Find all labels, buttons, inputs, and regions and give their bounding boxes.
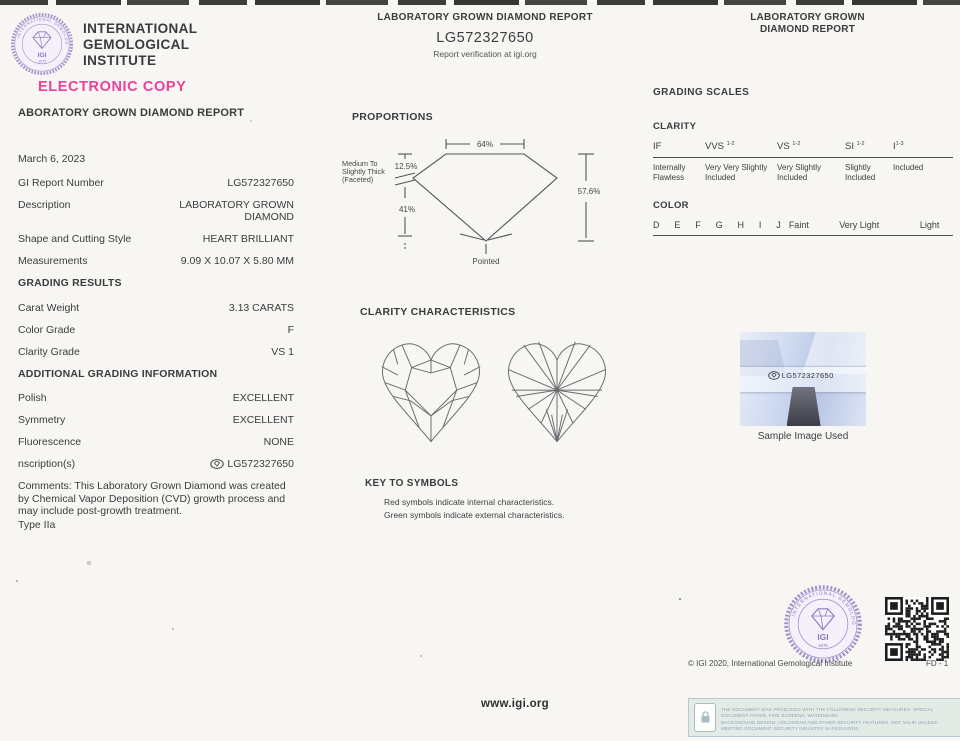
sample-image-shadow <box>787 387 821 426</box>
girdle-note-1: Medium To <box>342 159 378 168</box>
report-title-right: LABORATORY GROWN DIAMOND REPORT <box>750 12 865 35</box>
clarity-grade-codes: IF VVS $^{1-2}$ VS $^{1-2}$ SI $^{1-2}$ $I^{1-3}$ <box>653 141 904 153</box>
girdle-note-2: Slightly Thick <box>342 167 385 176</box>
scan-noise <box>0 0 2 2</box>
section-clarity-characteristics: CLARITY CHARACTERISTICS <box>360 306 516 318</box>
report-date: March 6, 2023 <box>18 153 86 165</box>
igi-inscription-icon <box>768 371 780 380</box>
color-scale-rule <box>653 235 953 236</box>
additional-row: Symmetry EXCELLENT <box>18 414 294 426</box>
clarity-scale-rule <box>653 157 953 158</box>
inscription-row: nscription(s) LG572327650 <box>18 458 294 470</box>
website-url: www.igi.org <box>480 698 550 710</box>
girdle-note-3: (Faceted) <box>342 175 374 184</box>
comments-text: Comments: This Laboratory Grown Diamond was created by Chemical Vapor Deposition (CVD) growth process and may include post-growth treatment. <box>18 480 286 517</box>
color-scale-title: COLOR <box>653 200 689 211</box>
detail-row: Description LABORATORY GROWN DIAMOND <box>18 198 294 223</box>
section-proportions: PROPORTIONS <box>352 111 433 123</box>
section-grading-scales: GRADING SCALES <box>653 87 750 98</box>
org-name: INTERNATIONAL GEMOLOGICAL INSTITUTE <box>83 21 198 68</box>
key-internal-line: Red symbols indicate internal characteristics. <box>384 497 555 507</box>
culet-label: Pointed <box>472 257 500 266</box>
heart-pavilion-diagram <box>498 334 616 458</box>
section-additional-grading: ADDITIONAL GRADING INFORMATION <box>18 367 218 380</box>
comments-block <box>18 480 294 531</box>
igi-certification-seal <box>783 584 863 664</box>
clarity-plot-diagrams <box>372 334 616 458</box>
electronic-copy-label: ELECTRONIC COPY <box>38 79 187 95</box>
igi-logo-seal <box>10 12 74 76</box>
sample-image-caption: Sample Image Used <box>757 431 849 442</box>
color-scale-row: D E F G H I J Faint Very Light Light <box>653 220 940 230</box>
report-title-left: ABORATORY GROWN DIAMOND REPORT <box>18 107 245 119</box>
key-to-symbols-text <box>384 496 564 521</box>
igi-inscription-icon <box>210 459 224 469</box>
additional-row: Fluorescence NONE <box>18 436 294 448</box>
table-pct-label: 64% <box>476 140 494 149</box>
report-header-center <box>350 12 620 59</box>
form-code: FD - 1 <box>926 659 949 668</box>
report-number: LG572327650 <box>436 30 534 46</box>
grading-row: Clarity Grade VS 1 <box>18 345 294 358</box>
detail-row: GI Report Number LG572327650 <box>18 176 294 189</box>
clarity-grade-descriptions: Internally Flawless Very Very Slightly Included Very Slightly Included Slightly Included Included <box>653 163 924 182</box>
scan-edge-artifact <box>0 0 960 5</box>
clarity-scale-title: CLARITY <box>653 121 697 132</box>
diamond-type: Type IIa <box>18 518 56 531</box>
grading-row: Carat Weight 3.13 CARATS <box>18 301 294 314</box>
security-strip <box>688 698 960 737</box>
qr-code <box>885 597 949 661</box>
depth-pct-label: 57.6% <box>577 187 601 196</box>
sample-inscription: LG572327650 <box>768 371 834 380</box>
detail-row: Measurements 9.09 X 10.07 X 5.80 MM <box>18 255 294 267</box>
additional-row: Polish EXCELLENT <box>18 392 294 404</box>
proportions-diagram <box>340 124 640 274</box>
security-strip-text: THE DOCUMENT WAS PRODUCED WITH THE FOLLOWING SECURITY MEASURES: SPECIAL DOCUMENT PAPER, FINE SCREENS, WATERMARK BACKGROUND DESIGN, HOLOGRAM AND OTHER SECURITY FEATURES. NOT VALID UNLESS MEETING DOCUMENT SECURITY INDUSTRY SAFEGUARDS <box>721 707 938 732</box>
detail-row: Shape and Cutting Style HEART BRILLIANT <box>18 233 294 245</box>
sample-image <box>740 332 866 426</box>
heart-crown-diagram <box>372 334 490 458</box>
pavilion-pct-label: 41% <box>398 205 416 214</box>
report-details <box>18 153 294 531</box>
section-grading-results: GRADING RESULTS <box>18 277 122 289</box>
section-key-to-symbols: KEY TO SYMBOLS <box>365 478 459 489</box>
key-external-line: Green symbols indicate external characteristics. <box>384 509 565 520</box>
verification-note: Report verification at igi.org <box>433 49 537 59</box>
crown-pct-label: 12.5% <box>394 162 418 171</box>
report-title-center: LABORATORY GROWN DIAMOND REPORT <box>377 12 593 23</box>
grading-row: Color Grade F <box>18 323 294 336</box>
padlock-icon <box>694 703 716 732</box>
copyright-line: © IGI 2020, International Gemological Institute <box>688 659 853 668</box>
